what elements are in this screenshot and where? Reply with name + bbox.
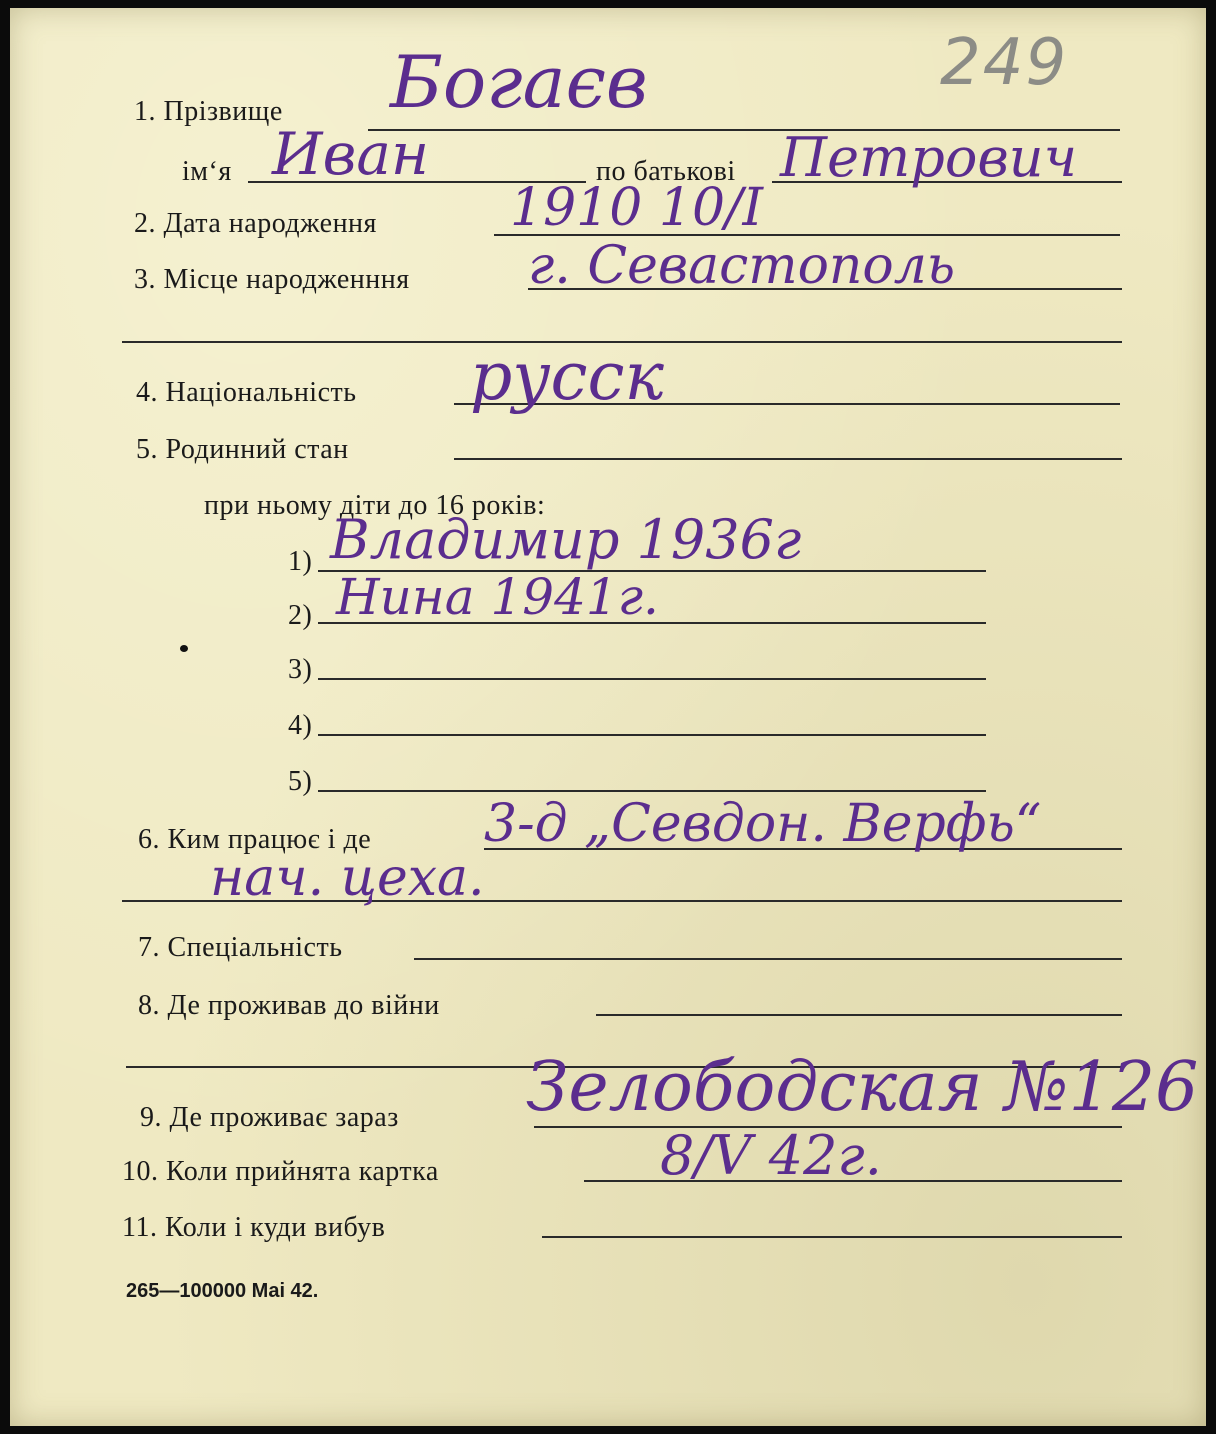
child-3-number: 3) xyxy=(288,654,313,685)
first-name-value[interactable]: Иван xyxy=(272,120,430,188)
departure-line xyxy=(542,1236,1122,1238)
child-4-line xyxy=(318,734,986,736)
children-header: при ньому діти до 16 років: xyxy=(204,490,546,521)
specialty-line xyxy=(414,958,1122,960)
birth-place-value[interactable]: г. Севастополь xyxy=(528,236,956,296)
ink-speck xyxy=(180,645,188,652)
marital-status-line xyxy=(454,458,1122,460)
workplace-value-2[interactable]: нач. цеха. xyxy=(210,848,485,908)
first-name-label: ім‘я xyxy=(182,156,232,187)
surname-label: 1. Прізвище xyxy=(134,96,283,127)
patronymic-value[interactable]: Петрович xyxy=(780,126,1078,189)
child-2-value[interactable]: Нина 1941г. xyxy=(336,568,659,626)
workplace-value[interactable]: 3-д „Севдон. Верфь“ xyxy=(484,794,1042,854)
print-code: 265—100000 Mai 42. xyxy=(126,1280,319,1302)
card-accepted-label: 10. Коли прийнята картка xyxy=(122,1156,439,1187)
child-5-number: 5) xyxy=(288,766,313,797)
registration-card xyxy=(10,8,1206,1426)
archive-number: 249 xyxy=(940,26,1069,100)
prewar-residence-label: 8. Де проживав до війни xyxy=(138,990,440,1021)
child-2-number: 2) xyxy=(288,600,313,631)
departure-label: 11. Коли і куди вибув xyxy=(122,1212,386,1243)
child-3-line xyxy=(318,678,986,680)
current-residence-label: 9. Де проживає зараз xyxy=(140,1102,399,1133)
birth-date-label: 2. Дата народження xyxy=(134,208,377,239)
child-1-number: 1) xyxy=(288,546,313,577)
workplace-label: 6. Ким працює і де xyxy=(138,824,372,855)
specialty-label: 7. Спеціальність xyxy=(138,932,343,963)
birth-place-label: 3. Місце народженння xyxy=(134,264,410,295)
marital-status-label: 5. Родинний стан xyxy=(136,434,349,465)
surname-value[interactable]: Богаєв xyxy=(390,40,648,124)
child-5-line xyxy=(318,790,986,792)
nationality-value[interactable]: русск xyxy=(470,338,664,415)
child-1-value[interactable]: Владимир 1936г xyxy=(330,508,802,571)
prewar-residence-line xyxy=(596,1014,1122,1016)
card-accepted-value[interactable]: 8/V 42г. xyxy=(660,1124,882,1187)
child-4-number: 4) xyxy=(288,710,313,741)
birth-date-value[interactable]: 1910 10/I xyxy=(510,178,764,238)
current-residence-value[interactable]: Зелободская №126 xyxy=(526,1048,1199,1127)
nationality-label: 4. Національність xyxy=(136,377,357,408)
patronymic-label: по батькові xyxy=(596,156,736,187)
